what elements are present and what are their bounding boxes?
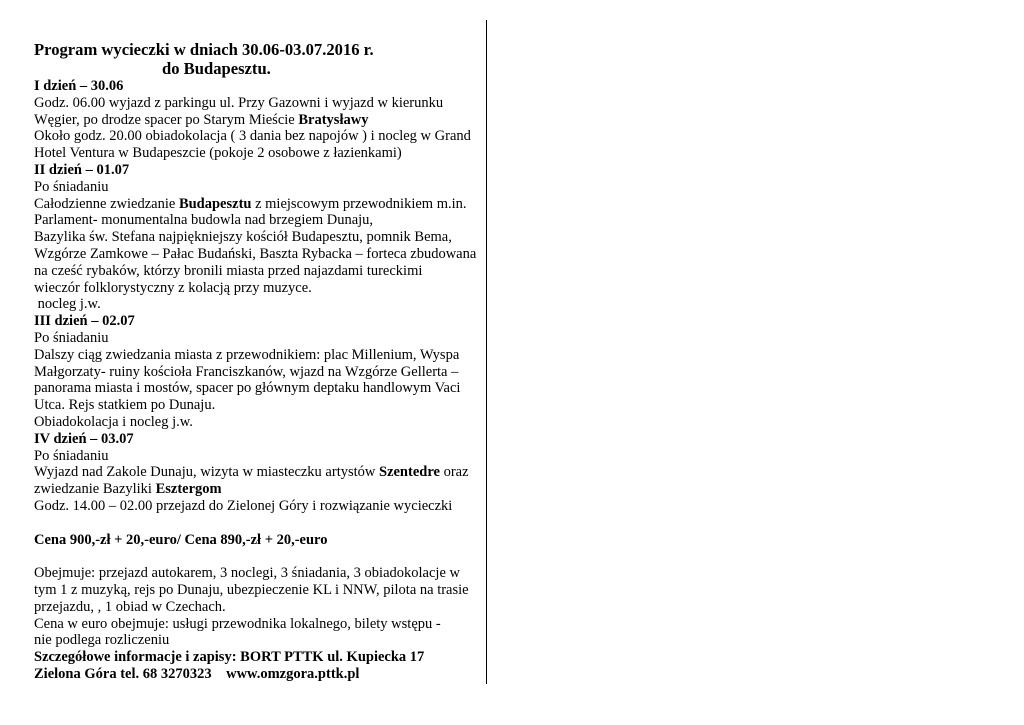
day1-line: Hotel Ventura w Budapeszcie (pokoje 2 osobowe z łazienkami) (34, 145, 402, 162)
day3-line: panorama miasta i mostów, spacer po głównym deptaku handlowym Vaci (34, 380, 461, 397)
day2-line: wieczór folklorystyczny z kolacją przy muzyce. (34, 279, 312, 296)
day4-line: Godz. 14.00 – 02.00 przejazd do Zielonej Góry i rozwiązanie wycieczki (34, 497, 453, 514)
day4-line (34, 464, 484, 481)
document-title: Program wycieczki w dniach 30.06-03.07.2016 r. (34, 40, 374, 59)
day2-line: Po śniadaniu (34, 178, 109, 195)
day1-header: I dzień – 30.06 (34, 78, 124, 94)
trip-program-document (34, 40, 484, 683)
day3-line: Małgorzaty- ruiny kościoła Franciszkanów, wjazd na Wzgórze Gellerta – (34, 363, 459, 380)
spacer (34, 515, 484, 532)
day4-highlight: Szentedre (379, 464, 440, 481)
day3-line: Dalszy ciąg zwiedzania miasta z przewodnikiem: plac Millenium, Wyspa (34, 346, 460, 363)
page-divider-line (486, 20, 487, 684)
day2-header: II dzień – 01.07 (34, 161, 130, 178)
day3-header: III dzień – 02.07 (34, 313, 135, 330)
day4-header: IV dzień – 03.07 (34, 430, 134, 447)
day3-line: Obiadokolacja i nocleg j.w. (34, 413, 193, 430)
day2-line: Wzgórze Zamkowe – Pałac Budański, Baszta Rybacka – forteca zbudowana (34, 245, 477, 262)
day3-line: Po śniadaniu (34, 329, 109, 346)
day1-line: Około godz. 20.00 obiadokolacja ( 3 dania bez napojów ) i nocleg w Grand (34, 128, 471, 145)
day4-text: oraz (439, 464, 469, 481)
day4-text: Wyjazd nad Zakole Dunaju, wizyta w miasteczku artystów (34, 464, 379, 481)
day1-highlight: Bratysławy (298, 111, 369, 128)
includes-line: tym 1 z muzyką, rejs po Dunaju, ubezpieczenie KL i NNW, pilota na trasie (34, 581, 469, 598)
day4-line: Po śniadaniu (34, 447, 109, 464)
contact-line: Szczegółowe informacje i zapisy: BORT PTTK ul. Kupiecka 17 (34, 649, 425, 666)
day3-line: Utca. Rejs statkiem po Dunaju. (34, 397, 216, 414)
day1-text: Węgier, po drodze spacer po Starym Mieście (34, 111, 299, 128)
day1-line (34, 112, 484, 129)
day2-text: Całodzienne zwiedzanie (34, 195, 179, 212)
contact-line: Zielona Góra tel. 68 3270323 www.omzgora.pttk.pl (34, 665, 360, 682)
includes-line: Cena w euro obejmuje: usługi przewodnika lokalnego, bilety wstępu - (34, 615, 441, 632)
day2-text: z miejscowym przewodnikiem m.in. (251, 195, 467, 212)
day2-line (34, 196, 484, 213)
spacer (34, 548, 484, 565)
day4-highlight: Esztergom (155, 481, 222, 498)
price-line: Cena 900,-zł + 20,-euro/ Cena 890,-zł + 20,-euro (34, 531, 328, 548)
includes-line: przejazdu, , 1 obiad w Czechach. (34, 598, 226, 615)
document-subtitle: do Budapesztu. (162, 59, 271, 78)
day2-line: na cześć rybaków, którzy bronili miasta przed najazdami tureckimi (34, 262, 423, 279)
day4-text: zwiedzanie Bazyliki (34, 481, 156, 498)
day2-highlight: Budapesztu (178, 195, 252, 212)
includes-line: nie podlega rozliczeniu (34, 632, 170, 649)
day4-line (34, 481, 484, 498)
day2-line: nocleg j.w. (34, 296, 101, 313)
day2-line: Bazylika św. Stefana najpiękniejszy kościół Budapesztu, pomnik Bema, (34, 229, 452, 246)
includes-line: Obejmuje: przejazd autokarem, 3 noclegi, 3 śniadania, 3 obiadokolacje w (34, 565, 460, 582)
day2-line: Parlament- monumentalna budowla nad brzegiem Dunaju, (34, 212, 374, 229)
day1-line: Godz. 06.00 wyjazd z parkingu ul. Przy Gazowni i wyjazd w kierunku (34, 94, 444, 111)
